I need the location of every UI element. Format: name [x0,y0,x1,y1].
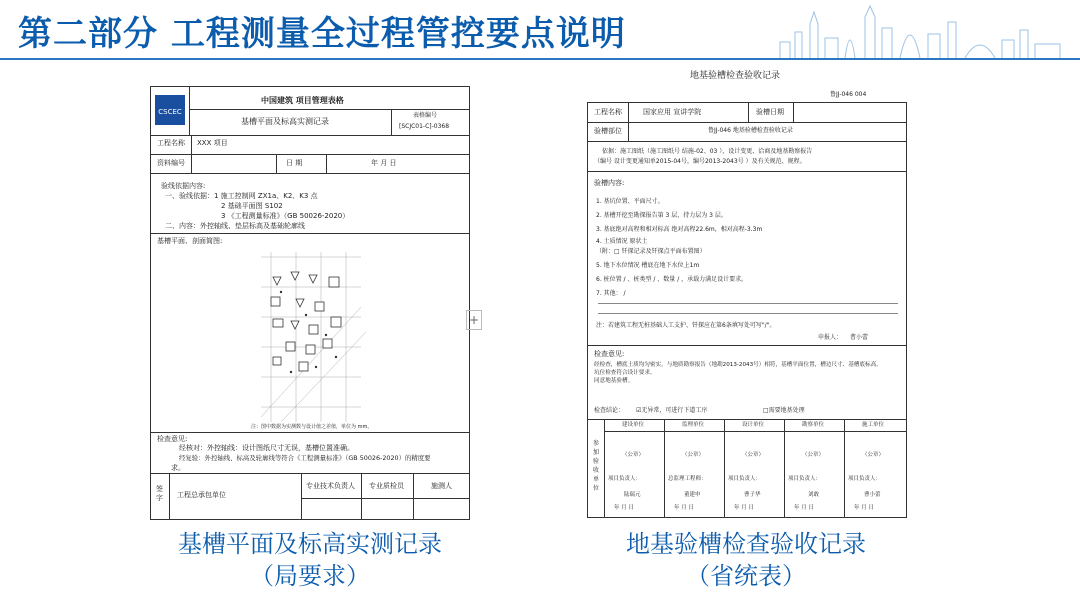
r-note: 注：若建筑工程无桩基础人工支护、钎探应在第6条填写处可写"/"。 [596,322,776,329]
r-item-8: 7. 其他： / [596,290,626,297]
r-check-text-3: 同意地基验槽。 [594,378,634,384]
basis-line-1: 验线依据内容: [161,182,206,190]
r-applicant-value: 曹小蕾 [850,334,869,341]
r-check-text-2: 坑位检查符合设计要求。 [594,370,656,376]
r-col-5-date: 年 月 日 [854,505,874,511]
r-item-5: （附：□ 钎探记录及钎探点平面布置图） [596,248,706,255]
project-label: 工程名称 [157,139,185,147]
r-side-label: 参加验收单位 [593,440,600,492]
r-col-3-unit: 设计单位 [742,422,765,428]
r-col-1-name: 陆瑞元 [624,492,641,498]
right-document [587,102,907,518]
basis-line-3: 2 基础平面图 S102 [221,202,283,210]
r-item-2: 2. 基槽开挖至勘探报告第 3 层，持力层为 3 层。 [596,212,727,219]
r-location-value: 鲁JJ-046 地基验槽检查验收记录 [708,127,793,134]
r-project-value: 国家应用 宣讲学院 [643,108,702,116]
r-col-5-unit: 施工单位 [862,422,885,428]
cscec-logo-icon [155,95,185,125]
svg-text:CSCEC: CSCEC [158,108,182,116]
r-basis-line-2: （编号 设计变更通知单2015-04号，编号2013-2043号 ）及有关规范、规程。 [594,158,806,165]
org-line: 中国建筑 项目管理表格 [261,96,344,105]
r-col-4-seal: （公章） [802,452,825,458]
r-item-6: 5. 地下水位情况 槽底在地下水位上1m [596,262,700,269]
r-location-label: 验槽部位 [594,127,622,135]
r-item-1: 1. 基坑位置、平面尺寸。 [596,198,664,205]
left-document [150,86,470,520]
right-code: 鲁JJ-046 004 [830,91,867,98]
r-col-4-date: 年 月 日 [794,505,814,511]
basis-line-4: 3 《工程测量标准》（GB 50026-2020） [221,212,350,220]
r-conclusion-label: 检查结论： [594,407,625,414]
r-item-4: 4. 土质情况 原状土 [596,238,648,245]
opinion-label: 检查意见: [157,435,188,443]
project-value: XXX 项目 [197,139,228,147]
r-col-3-seal: （公章） [742,452,765,458]
unit-label: 工程总承包单位 [177,491,226,499]
right-heading: 地基验槽检查验收记录 [690,71,781,81]
foundation-plan-drawing [251,247,371,427]
r-check-text-1: 经检查，槽底土质均匀密实，与地质勘察报告（地勘2013-2043号）相符，基槽平面位置，槽边尺寸、基槽底标高, [594,362,878,368]
measure-label: 施测人 [431,482,452,490]
r-col-5-role: 项目负责人： [848,476,882,482]
r-item-3: 3. 基底绝对高程和相对标高 绝对高程22.6m，相对高程-3.3m [596,226,763,233]
page-title: 第二部分 工程测量全过程管控要点说明 [18,14,626,54]
city-skyline-icon [770,2,1070,60]
r-col-4-role: 项目负责人： [788,476,822,482]
r-col-3-role: 项目负责人： [728,476,762,482]
plan-note: 注：图中数据为实测数与设计值之差值，单位为 mm。 [251,424,373,430]
r-check-label: 检查意见: [594,350,625,358]
opinion-line-2: 经复验：外控轴线、标高及轮廓线等符合《工程测量标准》（GB 50026-2020）的精度要 [179,454,431,462]
r-conclusion-alt: □需要地基处理 [763,407,805,414]
r-col-4-name: 刘敢 [808,492,820,498]
r-col-2-seal: （公章） [682,452,705,458]
caption-left-line-1: 基槽平面及标高实测记录 [178,530,442,558]
r-col-2-date: 年 月 日 [674,505,694,511]
r-col-1-date: 年 月 日 [614,505,634,511]
quality-label: 专业质检员 [369,482,404,490]
tech-label: 专业技术负责人 [306,482,355,490]
r-col-3-date: 年 月 日 [734,505,754,511]
caption-left-line-2: （局要求） [250,562,370,590]
title-underline [0,58,1080,60]
r-conclusion-value: ☑无异常，可进行下道工序 [636,407,708,414]
r-col-4-unit: 勘察单位 [802,422,825,428]
expand-icon[interactable]: + [466,310,482,330]
r-col-5-name: 曹小蕾 [864,492,881,498]
sign-label: 签字 [156,485,163,502]
opinion-line-3: 求。 [171,464,185,472]
r-col-2-unit: 监理单位 [682,422,705,428]
basis-line-2: 一、验线依据：1 施工控制网 ZX1a、K2、K3 点 [165,192,318,200]
r-col-1-unit: 建设单位 [622,422,645,428]
form-no-label: 表格编号 [413,112,438,119]
form-no: [SCJC01-C]-0368 [399,123,450,130]
r-basis-line: 依据：施工图纸（施工图纸号 结施-02、03 ），设计变更、洽商及地基勘察报告 [602,148,813,155]
file-no-label: 资料编号 [157,159,185,167]
r-col-2-role: 总监理工程师： [668,476,707,482]
r-item-7: 6. 桩位置 / 、桩类型 / 、数量 / ，承载力满足设计要求。 [596,276,748,283]
date-label: 日 期 [286,159,303,167]
r-col-5-seal: （公章） [862,452,885,458]
r-col-1-seal: （公章） [622,452,645,458]
basis-line-5: 二、内容：外控轴线、垫层标高及基础轮廓线 [165,222,305,230]
r-col-1-role: 项目负责人： [608,476,642,482]
r-acceptance-date-label: 验槽日期 [756,108,784,116]
r-project-label: 工程名称 [594,108,622,116]
r-applicant-label: 申报人： [818,334,843,341]
caption-right-line-2: （省统表） [686,562,806,590]
plan-label: 基槽平面、剖面简图: [157,237,223,245]
r-content-label: 验槽内容: [594,179,625,187]
form-name: 基槽平面及标高实测记录 [241,117,329,126]
opinion-line-1: 经核对：外控轴线：设计图纸尺寸无误，基槽位置准确。 [179,444,354,452]
caption-right-line-1: 地基验槽检查验收记录 [626,530,866,558]
date-value: 年 月 日 [371,159,397,167]
r-col-3-name: 曹子华 [744,492,761,498]
r-col-2-name: 董建申 [684,492,701,498]
